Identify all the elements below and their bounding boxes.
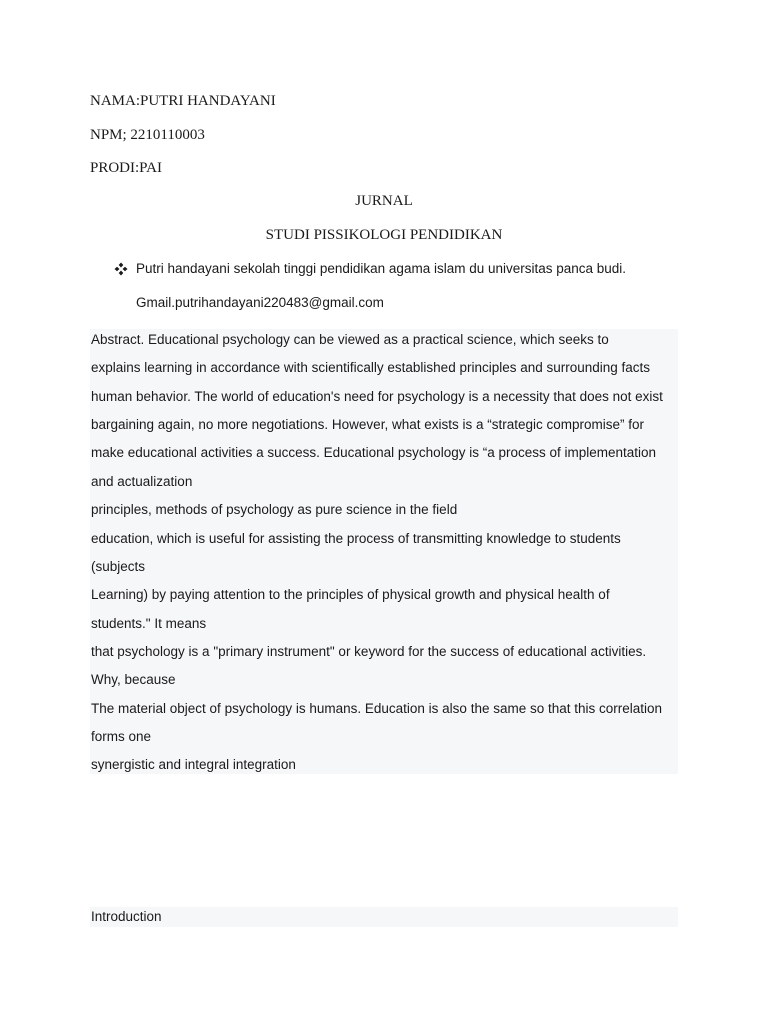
abstract-line: human behavior. The world of education's need for psychology is a necessity that does not exist — [91, 389, 663, 404]
abstract-line: forms one — [91, 729, 152, 744]
abstract-line: synergistic and integral integration — [91, 757, 296, 772]
abstract-line: students." It means — [91, 616, 207, 631]
abstract-line: Learning) by paying attention to the principles of physical growth and physical health of — [91, 587, 610, 602]
abstract-line: that psychology is a "primary instrument" or keyword for the success of educational activities. — [91, 644, 647, 659]
document-title: JURNAL — [355, 193, 413, 209]
abstract-line: The material object of psychology is humans. Education is also the same so that this correlation — [91, 701, 663, 716]
abstract-line: principles, methods of psychology as pure science in the field — [91, 502, 458, 517]
document-subtitle: STUDI PISSIKOLOGI PENDIDIKAN — [265, 227, 503, 243]
abstract-line: explains learning in accordance with scientifically established principles and surrounding facts — [91, 360, 651, 375]
introduction-background — [90, 907, 678, 927]
student-npm: NPM; 2210110003 — [90, 127, 205, 143]
introduction-heading: Introduction — [91, 909, 162, 924]
four-diamond-bullet-icon — [114, 262, 128, 276]
abstract-line: (subjects — [91, 559, 146, 574]
abstract-line: bargaining again, no more negotiations. However, what exists is a “strategic compromise” for — [91, 417, 645, 432]
student-prodi: PRODI:PAI — [90, 160, 162, 176]
abstract-line: and actualization — [91, 474, 193, 489]
abstract-line: Abstract. Educational psychology can be viewed as a practical science, which seeks to — [91, 332, 609, 347]
author-email: Gmail.putrihandayani220483@gmail.com — [136, 295, 384, 310]
affiliation-row — [114, 261, 626, 276]
abstract-line: education, which is useful for assisting the process of transmitting knowledge to students — [91, 531, 621, 546]
affiliation-text: Putri handayani sekolah tinggi pendidikan agama islam du universitas panca budi. — [136, 261, 627, 276]
abstract-line: make educational activities a success. Educational psychology is “a process of implementation — [91, 445, 657, 460]
abstract-line: Why, because — [91, 672, 176, 687]
student-name: NAMA:PUTRI HANDAYANI — [90, 93, 276, 109]
